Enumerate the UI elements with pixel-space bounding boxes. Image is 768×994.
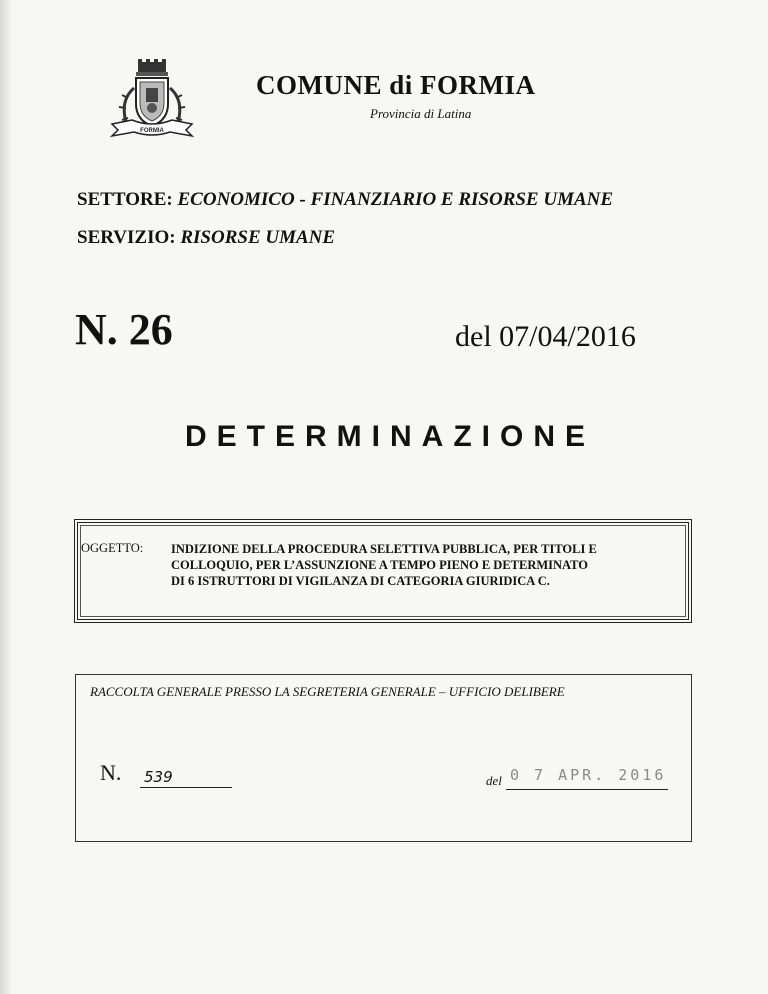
raccolta-number-label: N. [100, 760, 122, 785]
servizio-value: RISORSE UMANE [180, 227, 336, 248]
oggetto-label: OGGETTO: [81, 541, 144, 555]
settore-line [77, 189, 613, 211]
servizio-label: SERVIZIO: [77, 227, 176, 248]
settore-value: ECONOMICO - FINANZIARIO E RISORSE UMANE [177, 189, 614, 210]
oggetto-line: DI 6 ISTRUTTORI DI VIGILANZA DI CATEGORIA GIURIDICA C. [171, 574, 550, 588]
document-type-heading: DETERMINAZIONE [185, 420, 595, 453]
raccolta-date-label: del [486, 773, 502, 788]
servizio-line [77, 227, 335, 249]
municipality-prefix: COMUNE [256, 70, 382, 100]
municipality-name: FORMIA [420, 70, 536, 100]
raccolta-date-stamp: 0 7 APR. 2016 [506, 762, 668, 790]
oggetto-line: COLLOQUIO, PER L’ASSUNZIONE A TEMPO PIENO E DETERMINATO [171, 558, 588, 572]
oggetto-line: INDIZIONE DELLA PROCEDURA SELETTIVA PUBBLICA, PER TITOLI E [171, 542, 597, 556]
raccolta-number-handwritten: 539 [140, 768, 232, 788]
municipality-title [256, 70, 696, 101]
province-subtitle: Provincia di Latina [370, 106, 472, 121]
determination-date: del 07/04/2016 [455, 320, 636, 353]
scan-shadow [0, 0, 12, 994]
settore-label: SETTORE: [77, 189, 173, 210]
raccolta-title: RACCOLTA GENERALE PRESSO LA SEGRETERIA GENERALE – UFFICIO DELIBERE [90, 684, 565, 699]
svg-text:FORMIA: FORMIA [140, 128, 164, 134]
municipal-crest-icon [108, 58, 196, 138]
determination-number: N. 26 [75, 305, 173, 354]
oggetto-text [171, 541, 691, 589]
municipality-di: di [389, 70, 413, 100]
